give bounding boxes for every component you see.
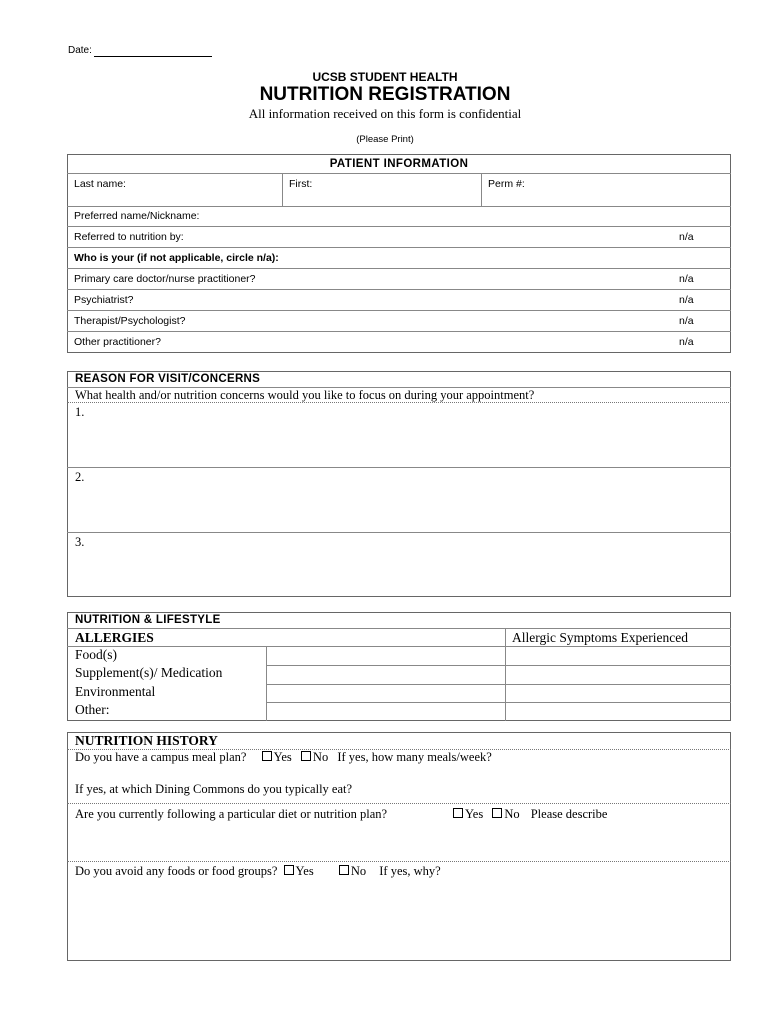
avoid-foods-question: Do you avoid any foods or food groups? Yes No If yes, why?	[75, 864, 441, 878]
meals-per-week-label: If yes, how many meals/week?	[337, 750, 492, 764]
therapist-na-option[interactable]: n/a	[679, 315, 694, 327]
please-describe-label: Please describe	[530, 807, 608, 821]
allergy-row-other: Other:	[75, 702, 110, 717]
checkbox-icon[interactable]	[453, 808, 463, 818]
avoid-foods-no-option[interactable]: No	[339, 864, 366, 878]
meal-plan-no-option[interactable]: No	[301, 750, 328, 764]
allergic-symptoms-heading: Allergic Symptoms Experienced	[512, 630, 688, 645]
confidentiality-note: All information received on this form is confidential	[248, 106, 522, 121]
other-practitioner-na-option[interactable]: n/a	[679, 336, 694, 348]
concerns-question: What health and/or nutrition concerns would you like to focus on during your appointment?	[75, 388, 535, 402]
checkbox-icon[interactable]	[262, 751, 272, 761]
form-title: NUTRITION REGISTRATION	[259, 84, 511, 105]
last-name-field[interactable]: Last name:	[74, 178, 126, 190]
checkbox-icon[interactable]	[492, 808, 502, 818]
allergy-row-foods: Food(s)	[75, 647, 118, 662]
date-field[interactable]	[94, 56, 212, 57]
preferred-name-field[interactable]: Preferred name/Nickname:	[74, 210, 200, 222]
lifestyle-heading: NUTRITION & LIFESTYLE	[75, 614, 221, 626]
nutrition-history-heading: NUTRITION HISTORY	[75, 733, 218, 748]
psychiatrist-na-option[interactable]: n/a	[679, 294, 694, 306]
referred-na-option[interactable]: n/a	[679, 231, 694, 243]
avoid-foods-why-label: If yes, why?	[379, 864, 441, 878]
concern-3-field[interactable]: 3.	[75, 535, 85, 549]
psychiatrist-field[interactable]: Psychiatrist?	[74, 294, 134, 306]
checkbox-icon[interactable]	[339, 865, 349, 875]
therapist-field[interactable]: Therapist/Psychologist?	[74, 315, 186, 327]
please-print-note: (Please Print)	[356, 134, 414, 145]
diet-plan-question: Are you currently following a particular diet or nutrition plan?	[75, 807, 388, 821]
concern-2-field[interactable]: 2.	[75, 470, 85, 484]
nutrition-history-section	[67, 732, 731, 961]
date-label: Date:	[68, 45, 92, 56]
allergy-row-supplements: Supplement(s)/ Medication	[75, 665, 223, 680]
primary-care-field[interactable]: Primary care doctor/nurse practitioner?	[74, 273, 256, 285]
first-name-field[interactable]: First:	[289, 178, 313, 190]
allergies-heading: ALLERGIES	[75, 630, 154, 645]
diet-plan-no-option[interactable]: No	[492, 807, 519, 821]
meal-plan-yes-option[interactable]: Yes	[262, 750, 292, 764]
checkbox-icon[interactable]	[284, 865, 294, 875]
checkbox-icon[interactable]	[301, 751, 311, 761]
patient-information-heading: PATIENT INFORMATION	[329, 158, 469, 170]
other-practitioner-field[interactable]: Other practitioner?	[74, 336, 161, 348]
organization-name: UCSB STUDENT HEALTH	[312, 70, 458, 84]
diet-plan-options	[453, 807, 607, 822]
reason-heading: REASON FOR VISIT/CONCERNS	[75, 373, 261, 385]
referred-by-field[interactable]: Referred to nutrition by:	[74, 231, 184, 243]
who-is-your-label: Who is your (if not applicable, circle n/a):	[74, 252, 279, 264]
allergy-row-environmental: Environmental	[75, 684, 156, 699]
dining-commons-question: If yes, at which Dining Commons do you typically eat?	[75, 782, 353, 796]
avoid-foods-yes-option[interactable]: Yes	[284, 864, 314, 878]
concern-1-field[interactable]: 1.	[75, 405, 85, 419]
meal-plan-question: Do you have a campus meal plan? Yes No If yes, how many meals/week?	[75, 750, 492, 764]
reason-for-visit-section	[67, 371, 731, 597]
perm-number-field[interactable]: Perm #:	[488, 178, 525, 190]
primary-care-na-option[interactable]: n/a	[679, 273, 694, 285]
diet-plan-yes-option[interactable]: Yes	[453, 807, 483, 821]
